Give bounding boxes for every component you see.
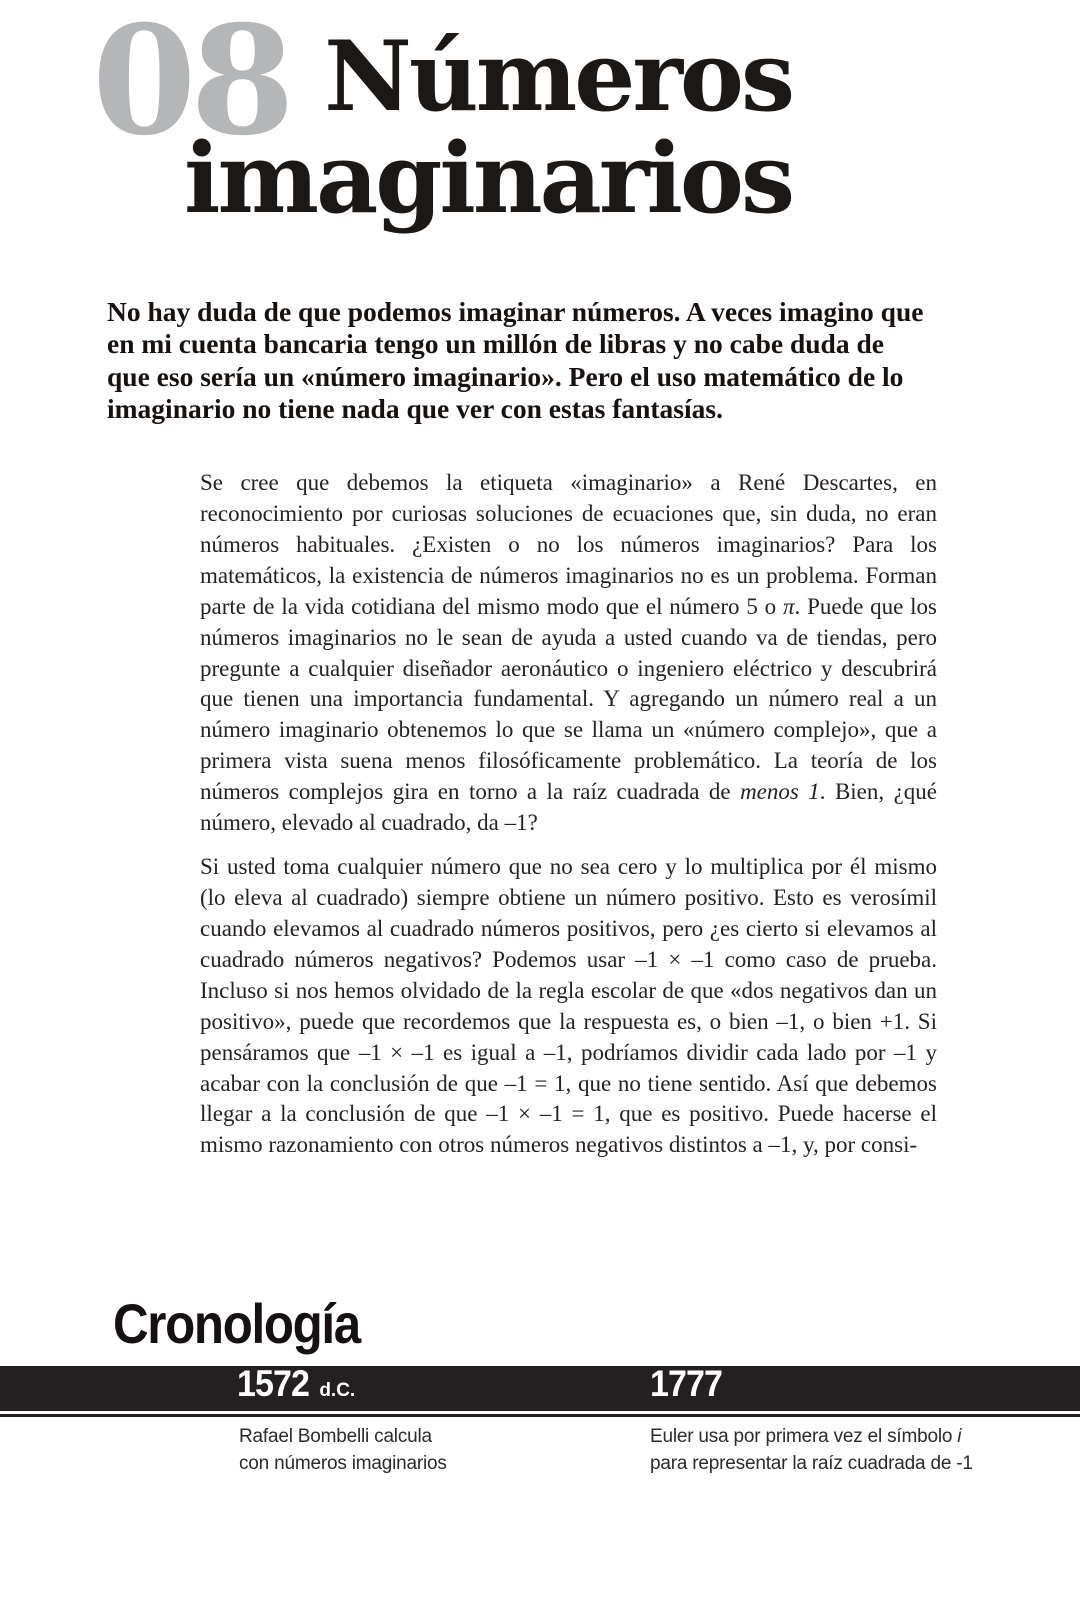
caption-bombelli-line-1: Rafael Bombelli calcula: [239, 1426, 432, 1447]
paragraph1-italic-menos-1: menos 1: [740, 779, 820, 805]
timeline-caption-bombelli: [239, 1424, 619, 1477]
paragraph1-italic-pi: π: [783, 593, 795, 619]
paragraph1-segment-2: . Puede que los números imaginarios no le sean de ayuda a usted cuando va de tiendas, pero pregunte a cualquier diseñador aeronáutico o ingeniero eléctrico y descubrirá que tienen una importancia fundamental. Y agregando un número real a un número imaginario obtenemos lo que se llama un «número complejo», que a primera vista suena menos filosóficamente problemático. La teoría de los números complejos gira en torno a la raíz cuadrada de: [200, 593, 937, 805]
timeline-year-suffix-1572: d.C.: [319, 1380, 356, 1401]
paragraph1-segment-1: Se cree que debemos la etiqueta «imaginario» a René Descartes, en reconocimiento por curiosas soluciones de ecuaciones que, sin duda, no eran números habituales. ¿Existen o no los números imaginarios? Para los matemáticos, la existencia de números imaginarios no es un problema. Forman parte de la vida cotidiana del mismo modo que el número 5 o: [200, 470, 937, 619]
timeline-caption-euler: [650, 1424, 1050, 1477]
timeline-year-1572: 1572: [237, 1363, 310, 1404]
timeline-divider-rule: [0, 1414, 1080, 1417]
body-paragraph-1: [200, 468, 937, 839]
chapter-title: [150, 20, 792, 235]
body-paragraph-2: Si usted toma cualquier número que no sea cero y lo multiplica por él mismo (lo eleva al cuadrado) siempre obtiene un número positivo. Esto es verosímil cuando elevamos al cuadrado números positivos, pero ¿es cierto si elevamos al cuadrado números negativos? Podemos usar –1 × –1 como caso de prueba. Incluso si nos hemos olvidado de la regla escolar de que «dos negativos dan un positivo», puede que recordemos que la respuesta es, o bien –1, o bien +1. Si pensáramos que –1 × –1 es igual a –1, podríamos dividir cada lado por –1 y acabar con la conclusión de que –1 = 1, que no tiene sentido. Así que debemos llegar a la conclusión de que –1 × –1 = 1, que es positivo. Puede hacerse el mismo razonamiento con otros números negativos distintos a –1, y, por consi-: [200, 854, 937, 1158]
intro-paragraph: No hay duda de que podemos imaginar números. A veces imagino que en mi cuenta bancaria tengo un millón de libras y no cabe duda de que eso sería un «número imaginario». Pero el uso matemático de lo imaginario no tiene nada que ver con estas fantasías.: [107, 295, 924, 425]
caption-euler-line-1-text: Euler usa por primera vez el símbolo: [650, 1426, 958, 1447]
timeline-bar: [0, 1363, 1080, 1411]
chapter-title-line-1: Números: [324, 20, 792, 133]
body-column: [200, 468, 937, 1161]
caption-euler-symbol-i: i: [957, 1426, 962, 1447]
timeline-heading: Cronología: [113, 1292, 360, 1355]
timeline-year-1777: 1777: [650, 1363, 723, 1404]
chapter-number: 08: [92, 0, 289, 169]
timeline-event-year-1572: [237, 1363, 355, 1405]
timeline-event-year-1777: [650, 1363, 728, 1405]
caption-euler-line-1: [650, 1424, 1050, 1451]
chapter-title-line-2: imaginarios: [184, 121, 792, 235]
caption-bombelli-line-2: con números imaginarios: [239, 1452, 447, 1474]
paragraph1-segment-3: . Bien, ¿qué número, elevado al cuadrado, da –1?: [200, 779, 937, 836]
caption-euler-line-2: para representar la raíz cuadrada de -1: [650, 1452, 973, 1474]
